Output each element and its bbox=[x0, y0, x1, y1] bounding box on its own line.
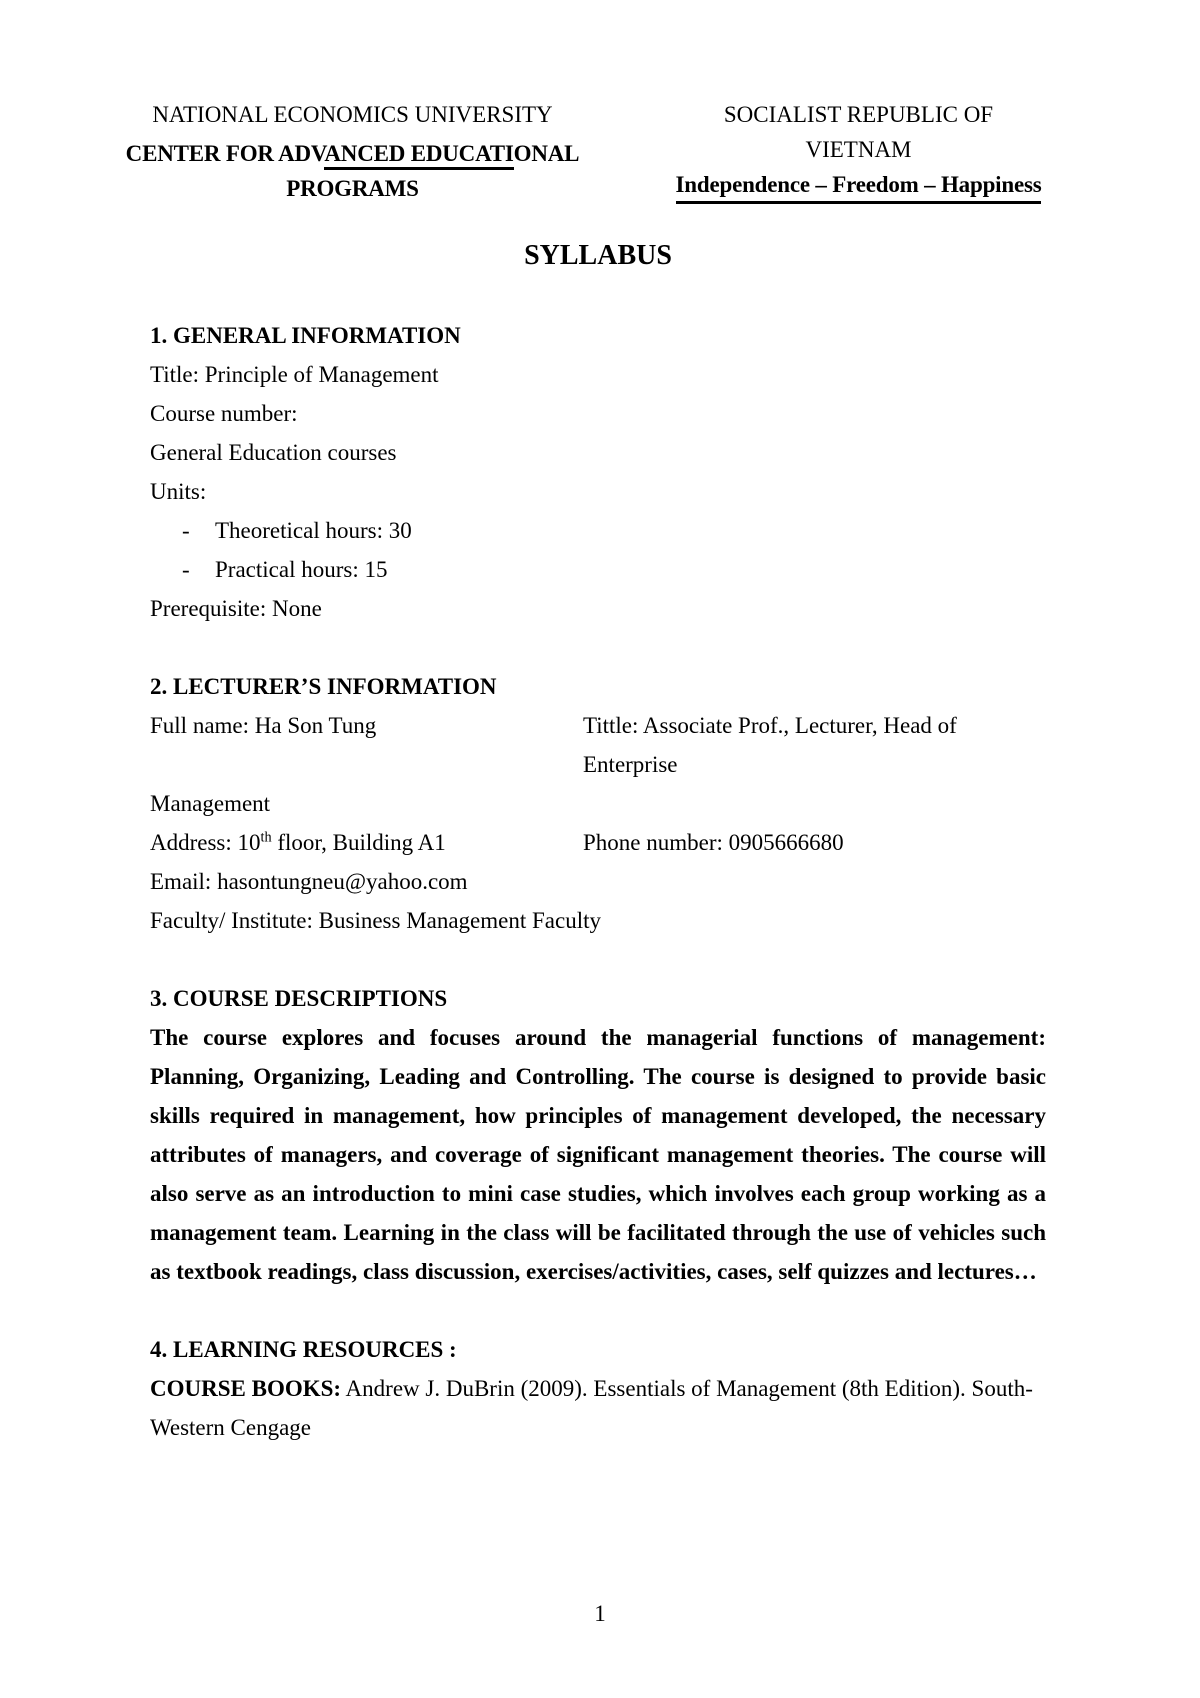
center-name bbox=[80, 136, 625, 206]
university-name: NATIONAL ECONOMICS UNIVERSITY bbox=[152, 102, 553, 127]
document-title: SYLLABUS bbox=[524, 240, 672, 271]
spacer bbox=[150, 628, 1046, 667]
list-item-text: Practical hours: 15 bbox=[215, 557, 388, 582]
lecturer-row-name-title bbox=[150, 706, 1046, 784]
document-body bbox=[150, 316, 1046, 1447]
section-heading-learning-resources: 4. LEARNING RESOURCES : bbox=[150, 1337, 457, 1362]
lecturer-row-address-phone bbox=[150, 823, 1046, 862]
lecturer-address bbox=[150, 823, 583, 862]
course-books-paragraph bbox=[150, 1369, 1046, 1447]
center-name-underlined: ANCED EDUCATI bbox=[324, 141, 513, 170]
lecturer-title-continuation: Management bbox=[150, 791, 271, 816]
lecturer-phone: Phone number: 0905666680 bbox=[583, 830, 844, 855]
center-name-pre: CENTER FOR ADV bbox=[125, 141, 325, 166]
course-books-text: Andrew J. DuBrin (2009). Essentials of Management (8th Edition). South-Western Cengage bbox=[150, 1376, 1033, 1440]
center-name-post: ONAL PROGRAMS bbox=[286, 141, 580, 201]
address-ordinal-sup: th bbox=[260, 829, 272, 846]
page-header bbox=[80, 97, 1046, 206]
section-heading-lecturer-information: 2. LECTURER’S INFORMATION bbox=[150, 674, 497, 699]
address-post: floor, Building A1 bbox=[271, 830, 446, 855]
list-item-practical-hours bbox=[150, 550, 1046, 589]
page-number: 1 bbox=[594, 1601, 606, 1626]
general-course-number-line: Course number: bbox=[150, 401, 298, 426]
header-right-block bbox=[671, 97, 1046, 206]
lecturer-title: Tittle: Associate Prof., Lecturer, Head of Enterprise bbox=[583, 713, 957, 777]
general-title-line: Title: Principle of Management bbox=[150, 362, 439, 387]
general-education-courses-line: General Education courses bbox=[150, 440, 397, 465]
header-left-block bbox=[80, 97, 625, 206]
lecturer-email: Email: hasontungneu@yahoo.com bbox=[150, 869, 468, 894]
section-heading-general-information: 1. GENERAL INFORMATION bbox=[150, 323, 461, 348]
list-dash: - bbox=[182, 557, 190, 582]
motto-text: Independence – Freedom – Happiness bbox=[676, 170, 1042, 204]
general-units-line: Units: bbox=[150, 479, 207, 504]
course-books-label: COURSE BOOKS: bbox=[150, 1376, 342, 1401]
list-item-theoretical-hours bbox=[150, 511, 1046, 550]
list-item-text: Theoretical hours: 30 bbox=[215, 518, 412, 543]
general-prerequisite-line: Prerequisite: None bbox=[150, 596, 322, 621]
spacer bbox=[150, 940, 1046, 979]
section-heading-course-descriptions: 3. COURSE DESCRIPTIONS bbox=[150, 986, 448, 1011]
spacer bbox=[150, 1291, 1046, 1330]
republic-name: SOCIALIST REPUBLIC OF VIETNAM bbox=[723, 102, 994, 162]
course-description-paragraph: The course explores and focuses around the managerial functions of management: Planning, Organizing, Leading and Controlling. The course is designed to provide basic skills required in management, how principles of management developed, the necessary attributes of managers, and coverage of significant management theories. The course will also serve as an introduction to mini case studies, which involves each group working as a management team. Learning in the class will be facilitated through the use of vehicles such as textbook readings, class discussion, exercises/activities, cases, self quizzes and lectures… bbox=[150, 1025, 1046, 1284]
list-dash: - bbox=[182, 518, 190, 543]
lecturer-full-name: Full name: Ha Son Tung bbox=[150, 713, 377, 738]
address-pre: Address: 10 bbox=[150, 830, 261, 855]
lecturer-faculty: Faculty/ Institute: Business Management Faculty bbox=[150, 908, 601, 933]
motto-line bbox=[671, 167, 1046, 206]
